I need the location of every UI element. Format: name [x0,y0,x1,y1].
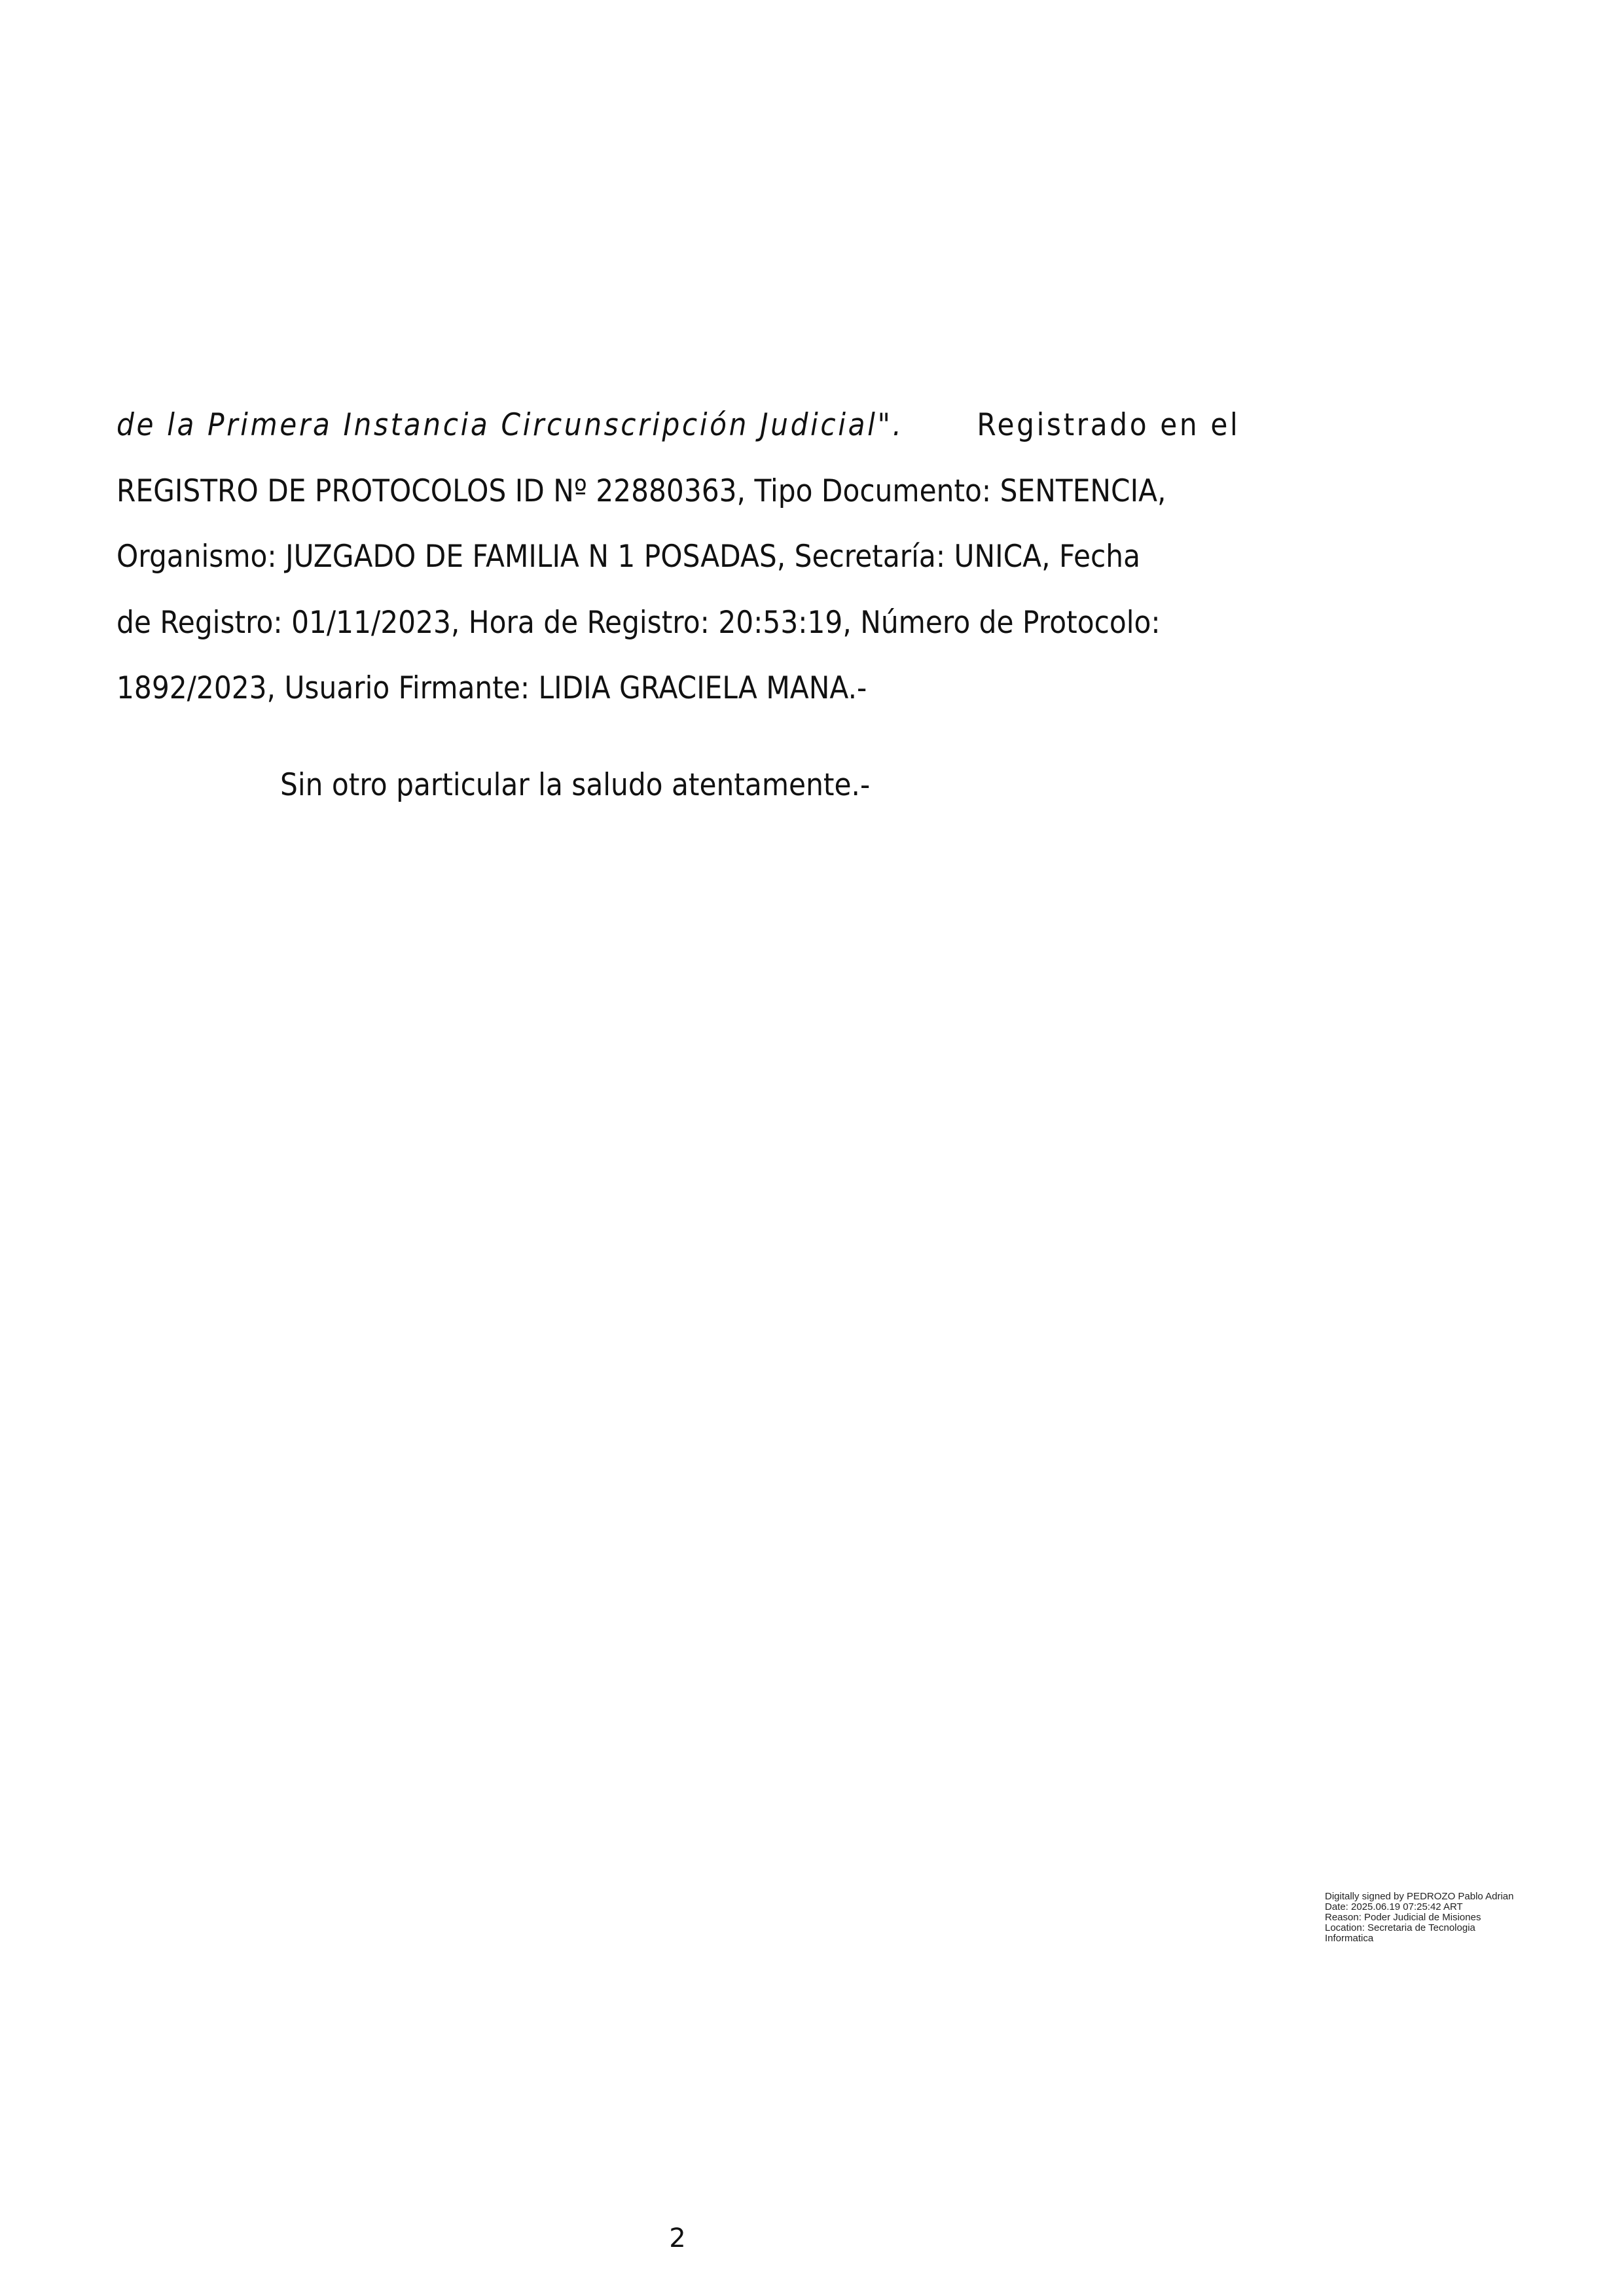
italic-quote: de la Primera Instancia Circunscripción Judicial". [117,407,904,443]
paragraph-line-5: 1892/2023, Usuario Firmante: LIDIA GRACIELA MANA.- [117,670,867,706]
signature-reason: Reason: Poder Judicial de Misiones [1325,1912,1481,1923]
signature-signed-by: Digitally signed by PEDROZO Pablo Adrian [1325,1891,1514,1902]
signature-location-continued: Informatica [1325,1933,1374,1944]
closing-line: Sin otro particular la saludo atentamente.- [280,767,871,803]
paragraph-line-2: REGISTRO DE PROTOCOLOS ID Nº 22880363, Tipo Documento: SENTENCIA, [117,473,1166,509]
paragraph-line-3: Organismo: JUZGADO DE FAMILIA N 1 POSADAS, Secretaría: UNICA, Fecha [117,539,1141,575]
paragraph-line-4: de Registro: 01/11/2023, Hora de Registro: 20:53:19, Número de Protocolo: [117,604,1161,641]
digital-signature-block [1325,1892,1561,1944]
page-number: 2 [669,2223,686,2253]
signature-location: Location: Secretaria de Tecnologia [1325,1922,1475,1933]
signature-date: Date: 2025.06.19 07:25:42 ART [1325,1901,1463,1912]
paragraph-line-1 [117,393,1240,459]
body-paragraph [117,393,1240,722]
registered-in-text: Registrado en el [977,407,1240,443]
